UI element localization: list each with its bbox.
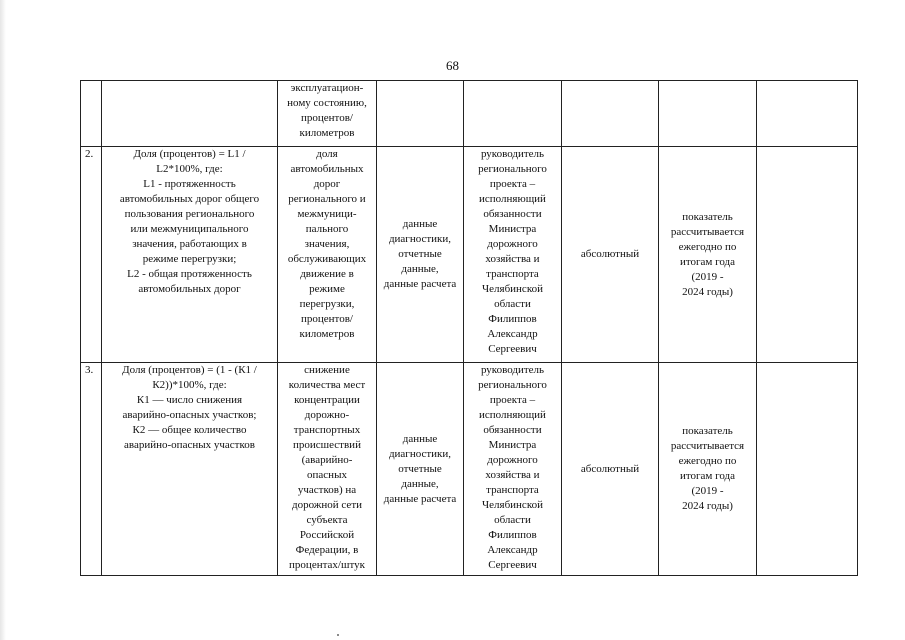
source-cell: данные диагностики, отчетные данные, данные расчета: [377, 147, 464, 363]
extra-cell: [757, 363, 858, 576]
row-number-cell: [81, 81, 102, 147]
responsible-cell: [464, 81, 562, 147]
formula-cell: Доля (процентов) = (1 - (К1 / К2))*100%, где: К1 — число снижения аварийно-опасных участков; К2 — общее количество аварийно-опасных участков: [102, 363, 278, 576]
source-cell: данные диагностики, отчетные данные, данные расчета: [377, 363, 464, 576]
responsible-cell: руководитель регионального проекта – исполняющий обязанности Министра дорожного хозяйства и транспорта Челябинской области Филиппов Александр Сергеевич: [464, 147, 562, 363]
indicators-table: [80, 80, 858, 576]
table-row-continuation: [81, 81, 858, 147]
row-number-cell: 3.: [81, 363, 102, 576]
formula-cell: [102, 81, 278, 147]
description-cell: эксплуатацион- ному состоянию, процентов/ километров: [278, 81, 377, 147]
responsible-cell: руководитель регионального проекта – исполняющий обязанности Министра дорожного хозяйства и транспорта Челябинской области Филиппов Александр Сергеевич: [464, 363, 562, 576]
type-cell: [562, 81, 659, 147]
description-cell: снижение количества мест концентрации дорожно- транспортных происшествий (аварийно- опасных участков) на дорожной сети субъекта Российской Федерации, в процентах/штук: [278, 363, 377, 576]
scan-speck: [337, 634, 339, 636]
description-cell: доля автомобильных дорог регионального и межмуници- пального значения, обслуживающих движение в режиме перегрузки, процентов/ километров: [278, 147, 377, 363]
table-row: [81, 363, 858, 576]
scan-edge-shadow: [0, 0, 6, 640]
extra-cell: [757, 147, 858, 363]
note-cell: показатель рассчитывается ежегодно по итогам года (2019 - 2024 годы): [659, 363, 757, 576]
page-number: 68: [446, 58, 459, 73]
note-cell: [659, 81, 757, 147]
type-cell: абсолютный: [562, 147, 659, 363]
extra-cell: [757, 81, 858, 147]
table-row: [81, 147, 858, 363]
note-cell: показатель рассчитывается ежегодно по итогам года (2019 - 2024 годы): [659, 147, 757, 363]
source-cell: [377, 81, 464, 147]
row-number-cell: 2.: [81, 147, 102, 363]
type-cell: абсолютный: [562, 363, 659, 576]
formula-cell: Доля (процентов) = L1 / L2*100%, где: L1 - протяженность автомобильных дорог общего пользования регионального или межмуниципального значения, работающих в режиме перегрузки; L2 - общая протяженность автомобильных дорог: [102, 147, 278, 363]
